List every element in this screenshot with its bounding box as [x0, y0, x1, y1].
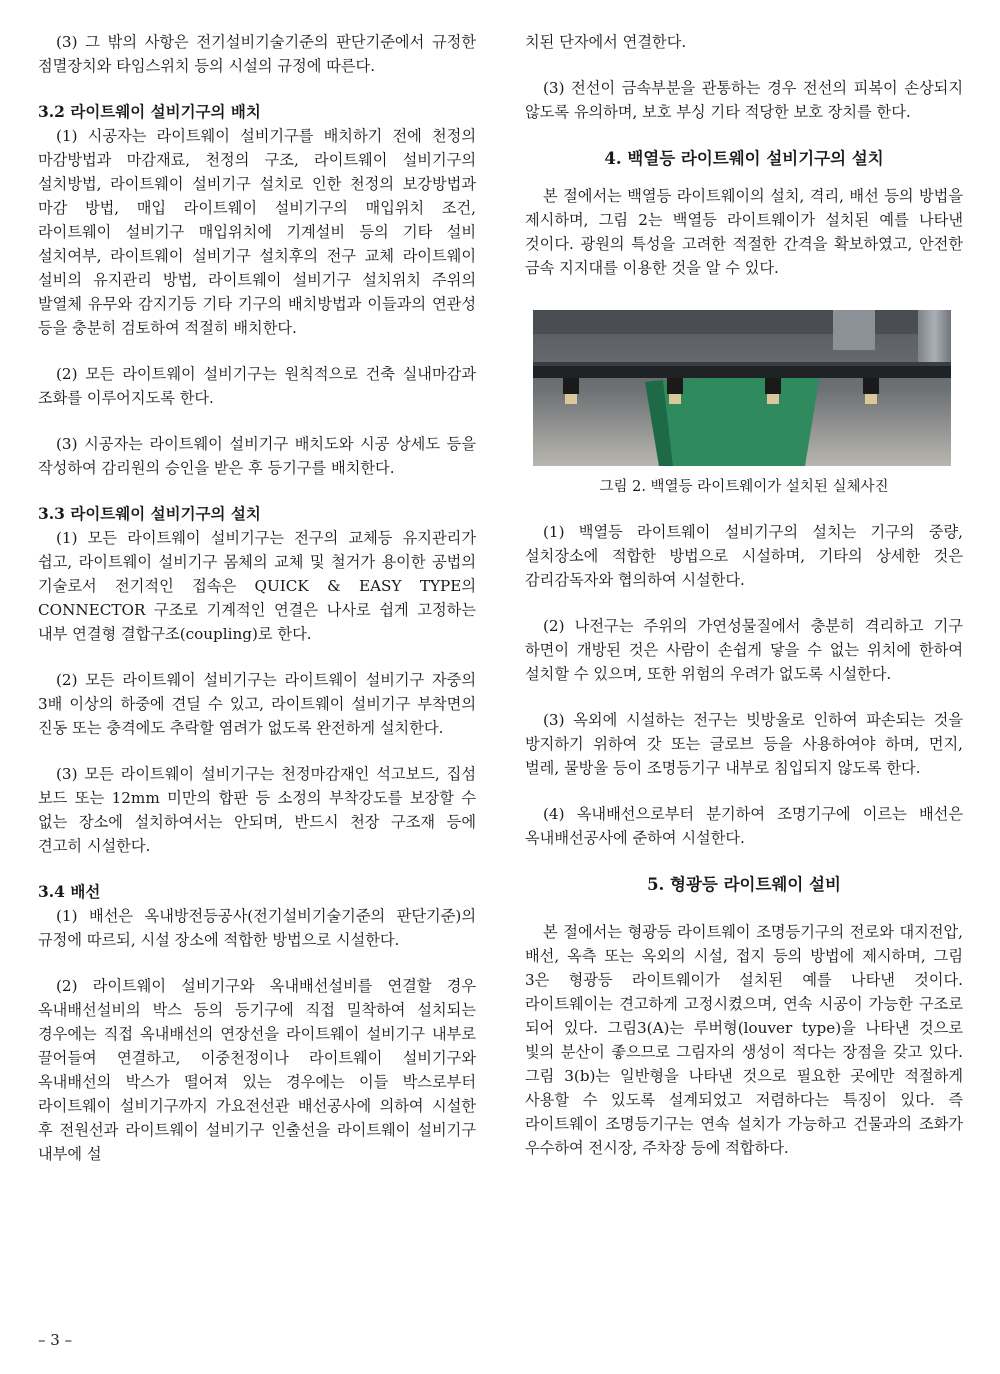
paragraph: (3) 모든 라이트웨이 설비기구는 천정마감재인 석고보드, 집섬 보드 또는 12mm 미만의 합판 등 소정의 부착강도를 보장할 수 없는 장소에 설치하여서는 안되며, 반드시 천장 구조재 등에 견고히 시설한다. — [38, 765, 476, 855]
section-heading-5: 5. 형광등 라이트웨이 설비 — [647, 875, 841, 894]
paragraph: (1) 백열등 라이트웨이 설비기구의 설치는 기구의 중량, 설치장소에 적합한 방법으로 시설하며, 기타의 상세한 것은 감리감독자와 협의하여 시설한다. — [525, 523, 963, 589]
paragraph: (1) 모든 라이트웨이 설비기구는 전구의 교체등 유지관리가 쉽고, 라이트웨이 설비기구 몸체의 교체 및 철거가 용이한 공법의 기술로서 전기적인 접속은 QUICK & EASY TYPE의 CONNECTOR 구조로 기계적인 연결은 나사로 쉽게 고정하는 내부 연결형 결합구조(coupling)로 한다. — [38, 529, 476, 643]
bulb-socket — [765, 378, 781, 404]
right-column — [525, 30, 963, 1160]
paragraph: (3) 전선이 금속부분을 관통하는 경우 전선의 피복이 손상되지 않도록 유의하며, 보호 부싱 기타 적당한 보호 장치를 한다. — [525, 79, 963, 121]
paragraph: (1) 배선은 옥내방전등공사(전기설비기술기준의 판단기준)의 규정에 따르되, 시설 장소에 적합한 방법으로 시설한다. — [38, 907, 476, 949]
paragraph: (2) 라이트웨이 설비기구와 옥내배선설비를 연결할 경우 옥내배선설비의 박스 등의 등기구에 직접 밀착하여 설치되는 경우에는 직접 옥내배선의 연장선을 라이트웨이 설비기구 내부로 끌어들여 연결하고, 이중천정이나 라이트웨이 설비기구와 옥내배선의 박스가 떨어져 있는 경우에는 이들 박스로부터 라이트웨이 설비기구까지 가요전선관 배선공사에 의하여 시설한 후 전원선과 라이트웨이 설비기구 인출선을 라이트웨이 설비기구 내부에 설 — [38, 977, 476, 1163]
paragraph: (2) 모든 라이트웨이 설비기구는 원칙적으로 건축 실내마감과 조화를 이루어지도록 한다. — [38, 365, 476, 407]
paragraph: (4) 옥내배선으로부터 분기하여 조명기구에 이르는 배선은 옥내배선공사에 준하여 시설한다. — [525, 805, 963, 847]
paragraph: (3) 옥외에 시설하는 전구는 빗방울로 인하여 파손되는 것을 방지하기 위하여 갓 또는 글로브 등을 사용하여야 하며, 먼지, 벌레, 물방울 등이 조명등기구 내부로 침입되지 않도록 한다. — [525, 711, 963, 777]
page-number: – 3 – — [38, 1331, 73, 1349]
section-heading-3-3: 3.3 라이트웨이 설비기구의 설치 — [38, 504, 261, 523]
paragraph: (3) 그 밖의 사항은 전기설비기술기준의 판단기준에서 규정한 점멸장치와 타임스위치 등의 시설의 규정에 따른다. — [38, 33, 476, 75]
section-heading-3-2: 3.2 라이트웨이 설비기구의 배치 — [38, 102, 261, 121]
paragraph: 본 절에서는 형광등 라이트웨이 조명등기구의 전로와 대지전압, 배선, 옥측 또는 옥외의 시설, 접지 등의 방법에 제시하며, 그림 3은 형광등 라이트웨이가 설치된 예를 나타낸 것이다. 라이트웨이는 견고하게 고정시켰으며, 연속 시공이 가능한 구조로 되어 있다. 그림3(A)는 루버형(louver type)을 나타낸 것으로 빛의 분산이 좋으므로 그림자의 생성이 적다는 장점을 갖고 있다. 그림 3(b)는 일반형을 나타낸 것으로 필요한 곳에만 적절하게 사용할 수 있도록 설계되었고 저렴하다는 특징이 있다. 즉 라이트웨이 조명등기구는 연속 설치가 가능하고 건물과의 조화가 우수하여 전시장, 주차장 등에 적합하다. — [525, 923, 963, 1157]
bulb-socket — [667, 378, 683, 404]
section-heading-3-4: 3.4 배선 — [38, 882, 101, 901]
paragraph: 치된 단자에서 연결한다. — [525, 33, 687, 51]
paragraph: 본 절에서는 백열등 라이트웨이의 설치, 격리, 배선 등의 방법을 제시하며, 그림 2는 백열등 라이트웨이가 설치된 예를 나타낸 것이다. 광원의 특성을 고려한 적절한 간격을 확보하였고, 안전한 금속 지지대를 이용한 것을 알 수 있다. — [525, 187, 963, 277]
paragraph: (2) 모든 라이트웨이 설비기구는 라이트웨이 설비기구 자중의 3배 이상의 하중에 견딜 수 있고, 라이트웨이 설비기구 부착면의 진동 또는 충격에도 추락할 염려가 없도록 완전하게 설치한다. — [38, 671, 476, 737]
bulb-socket — [863, 378, 879, 404]
paragraph: (2) 나전구는 주위의 가연성물질에서 충분히 격리하고 기구 하면이 개방된 것은 사람이 손쉽게 닿을 수 없는 위치에 한하여 설치할 수 있으며, 또한 위험의 우려가 없도록 시설한다. — [525, 617, 963, 683]
paragraph: (3) 시공자는 라이트웨이 설비기구 배치도와 시공 상세도 등을 작성하여 감리원의 승인을 받은 후 등기구를 배치한다. — [38, 435, 476, 477]
section-heading-4: 4. 백열등 라이트웨이 설비기구의 설치 — [604, 149, 884, 168]
incandescent-lightway-photo — [533, 310, 951, 466]
left-column — [38, 30, 476, 1166]
paragraph: (1) 시공자는 라이트웨이 설비기구를 배치하기 전에 천정의 마감방법과 마감재료, 천정의 구조, 라이트웨이 설비기구의 설치방법, 라이트웨이 설비기구 설치로 인한 천정의 보강방법과 마감 방법, 매입 라이트웨이 설비기구의 매입위치 조건, 라이트웨이 설비기구 매입위치에 기계설비 등의 기타 설비 설치여부, 라이트웨이 설비기구 설치후의 전구 교체 라이트웨이 설비의 유지관리 방법, 라이트웨이 설비기구 설치위치 주위의 발열체 유무와 감지기등 기타 기구의 배치방법과 이들과의 연관성 등을 충분히 검토하여 적절히 배치한다. — [38, 127, 476, 337]
bulb-socket — [563, 378, 579, 404]
figure-caption: 그림 2. 백열등 라이트웨이가 설치된 실체사진 — [599, 479, 889, 495]
